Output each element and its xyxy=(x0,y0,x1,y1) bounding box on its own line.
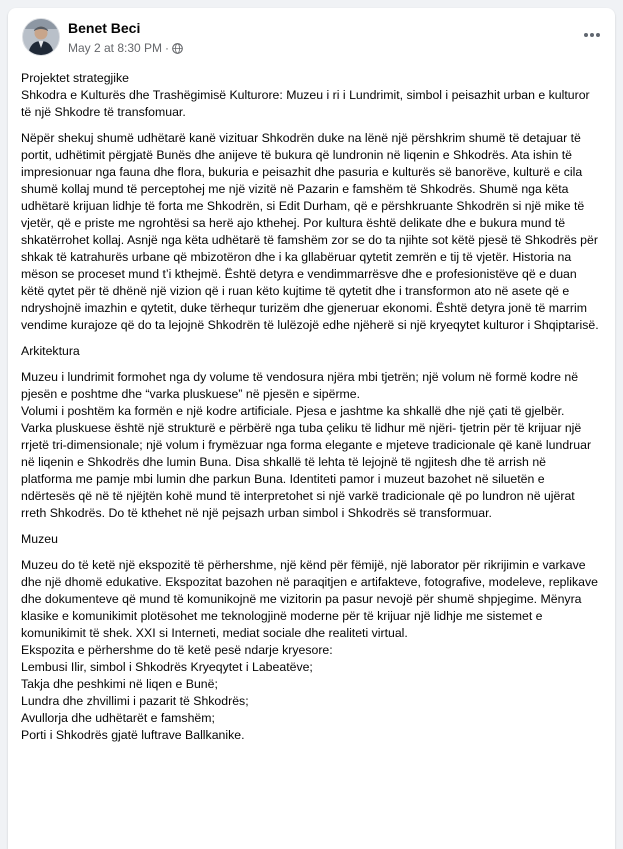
avatar-image xyxy=(23,19,59,55)
paragraph-architecture-detail: Volumi i poshtëm ka formën e një kodre artificiale. Pjesa e jashtme ka shkallë dhe një çati të gjelbër. Varka pluskuese është një strukturë e përbërë nga tuba çeliku të lidhur më njëri- tjetrin për të krijuar një rrjetë tri-dimensionale; një volum i frymëzuar nga forma elegante e mjeteve tradicionale që kanë lundruar në liqenin e Shkodrës dhe lumin Buna. Disa shkallë të lehta të lejojnë të ngjitesh dhe të arrish në platforma me pamje mbi lumin dhe parkun Buna. Identiteti pamor i muzeut bazohet në siluetën e ndërtesës që në të njëjtën kohë mund të interpretohet si një varkë tradicionale që po lundron në ujërat rreth Shkodrës. Do të kthehet në një pejsazh urban simbol i Shkodrës së transformuar. xyxy=(21,404,592,520)
list-item: Lundra dhe zhvillimi i pazarit të Shkodrës; xyxy=(21,694,249,708)
globe-icon[interactable] xyxy=(172,43,183,54)
list-intro: Ekspozita e përhershme do të ketë pesë ndarje kryesore: xyxy=(21,643,333,657)
post-card xyxy=(8,8,615,849)
post-header xyxy=(22,18,605,62)
intro-title: Projektet strategjike xyxy=(21,71,129,85)
exhibition-list xyxy=(21,659,599,744)
post-date[interactable]: May 2 at 8:30 PM xyxy=(68,41,163,55)
section-title-museum: Muzeu xyxy=(21,532,58,546)
paragraph-museum: Muzeu do të ketë një ekspozitë të përhershme, një kënd për fëmijë, një laborator për rikrijimin e varkave dhe një dhomë edukative. Ekspozitat bazohen në paraqitjen e artifakteve, fotografive, modeleve, replikave dhe dokumenteve që mund të komunikojnë me vizitorin pa pasur nevojë për shumë shpjegime. Mënyra klasike e komunikimit plotësohet me teknologjinë moderne për të krijuar një lidhje me sistemet e komunikimit të shek. XXI si Interneti, mediat sociale dhe realiteti virtual. xyxy=(21,558,598,640)
list-item: Avullorja dhe udhëtarët e famshëm; xyxy=(21,711,215,725)
more-options-button[interactable] xyxy=(579,22,605,48)
list-item: Takja dhe peshkimi në liqen e Bunë; xyxy=(21,677,218,691)
paragraph-architecture-intro: Muzeu i lundrimit formohet nga dy volume të vendosura njëra mbi tjetrën; një volum në formë kodre në pjesën e poshtme dhe “varka pluskuese” në pjesën e sipërme. xyxy=(21,370,579,401)
intro-subtitle: Shkodra e Kulturës dhe Trashëgimisë Kulturore: Muzeu i ri i Lundrimit, simbol i peisazhit urban e kulturor të një Shkodre të transfomuar. xyxy=(21,88,590,119)
section-title-architecture: Arkitektura xyxy=(21,344,80,358)
avatar[interactable] xyxy=(22,18,60,56)
paragraph-history: Nëpër shekuj shumë udhëtarë kanë vizituar Shkodrën duke na lënë një përshkrim shumë të detajuar të portit, udhëtimit përgjatë Bunës dhe anijeve të bukura që lundronin në liqenin e Shkodrës. Ata ishin të impresionuar nga fauna dhe flora, bukuria e peisazhit dhe pasuria e kulturës së banorëve, kulturë e cila shumë kollaj mund të perceptohej me një vizitë në Pazarin e famshëm të Shkodrës. Shumë nga këta udhëtarë krijuan lidhje të forta me Shkodrën, si Edit Durham, që e përshkruante Shkodrën si një mike të vjetër, që e priste me ngrohtësi sa herë ajo kthehej. Por kultura është delikate dhe e bukura mund të shkatërrohet kollaj. Asnjë nga këta udhëtarë të famshëm zor se do ta njihte sot këtë pjesë të Shkodrës për shkak të katrahurës urbane që mbizotëron dhe i ka gllabëruar qytetit zemrën e tij të vjetër. Historia na mëson se proceset mund t’i kthejmë. Është detyra e vendimmarrësve dhe e profesionistëve që e duan këtë qytet për të dhënë një vizion që i ruan këto kujtime të qytetit dhe i transformon ato në asete që e ndryshojnë imazhin e qytetit, duke tërhequr turizëm dhe gjeneruar ekonomi. Është detyra jonë të marrim vendime kurajoze që do ta lejojnë Shkodrën të lulëzojë edhe njëherë si një kryeqytet kulturor i Shqiptarisë. xyxy=(21,131,599,332)
list-item: Lembusi Ilir, simbol i Shkodrës Kryeqytet i Labeatëve; xyxy=(21,660,313,674)
post-meta xyxy=(68,41,183,55)
post-body xyxy=(21,70,599,744)
meta-separator: · xyxy=(165,41,170,55)
list-item: Porti i Shkodrës gjatë luftrave Ballkanike. xyxy=(21,728,245,742)
ellipsis-icon xyxy=(584,33,588,37)
post-author[interactable]: Benet Beci xyxy=(68,20,141,36)
